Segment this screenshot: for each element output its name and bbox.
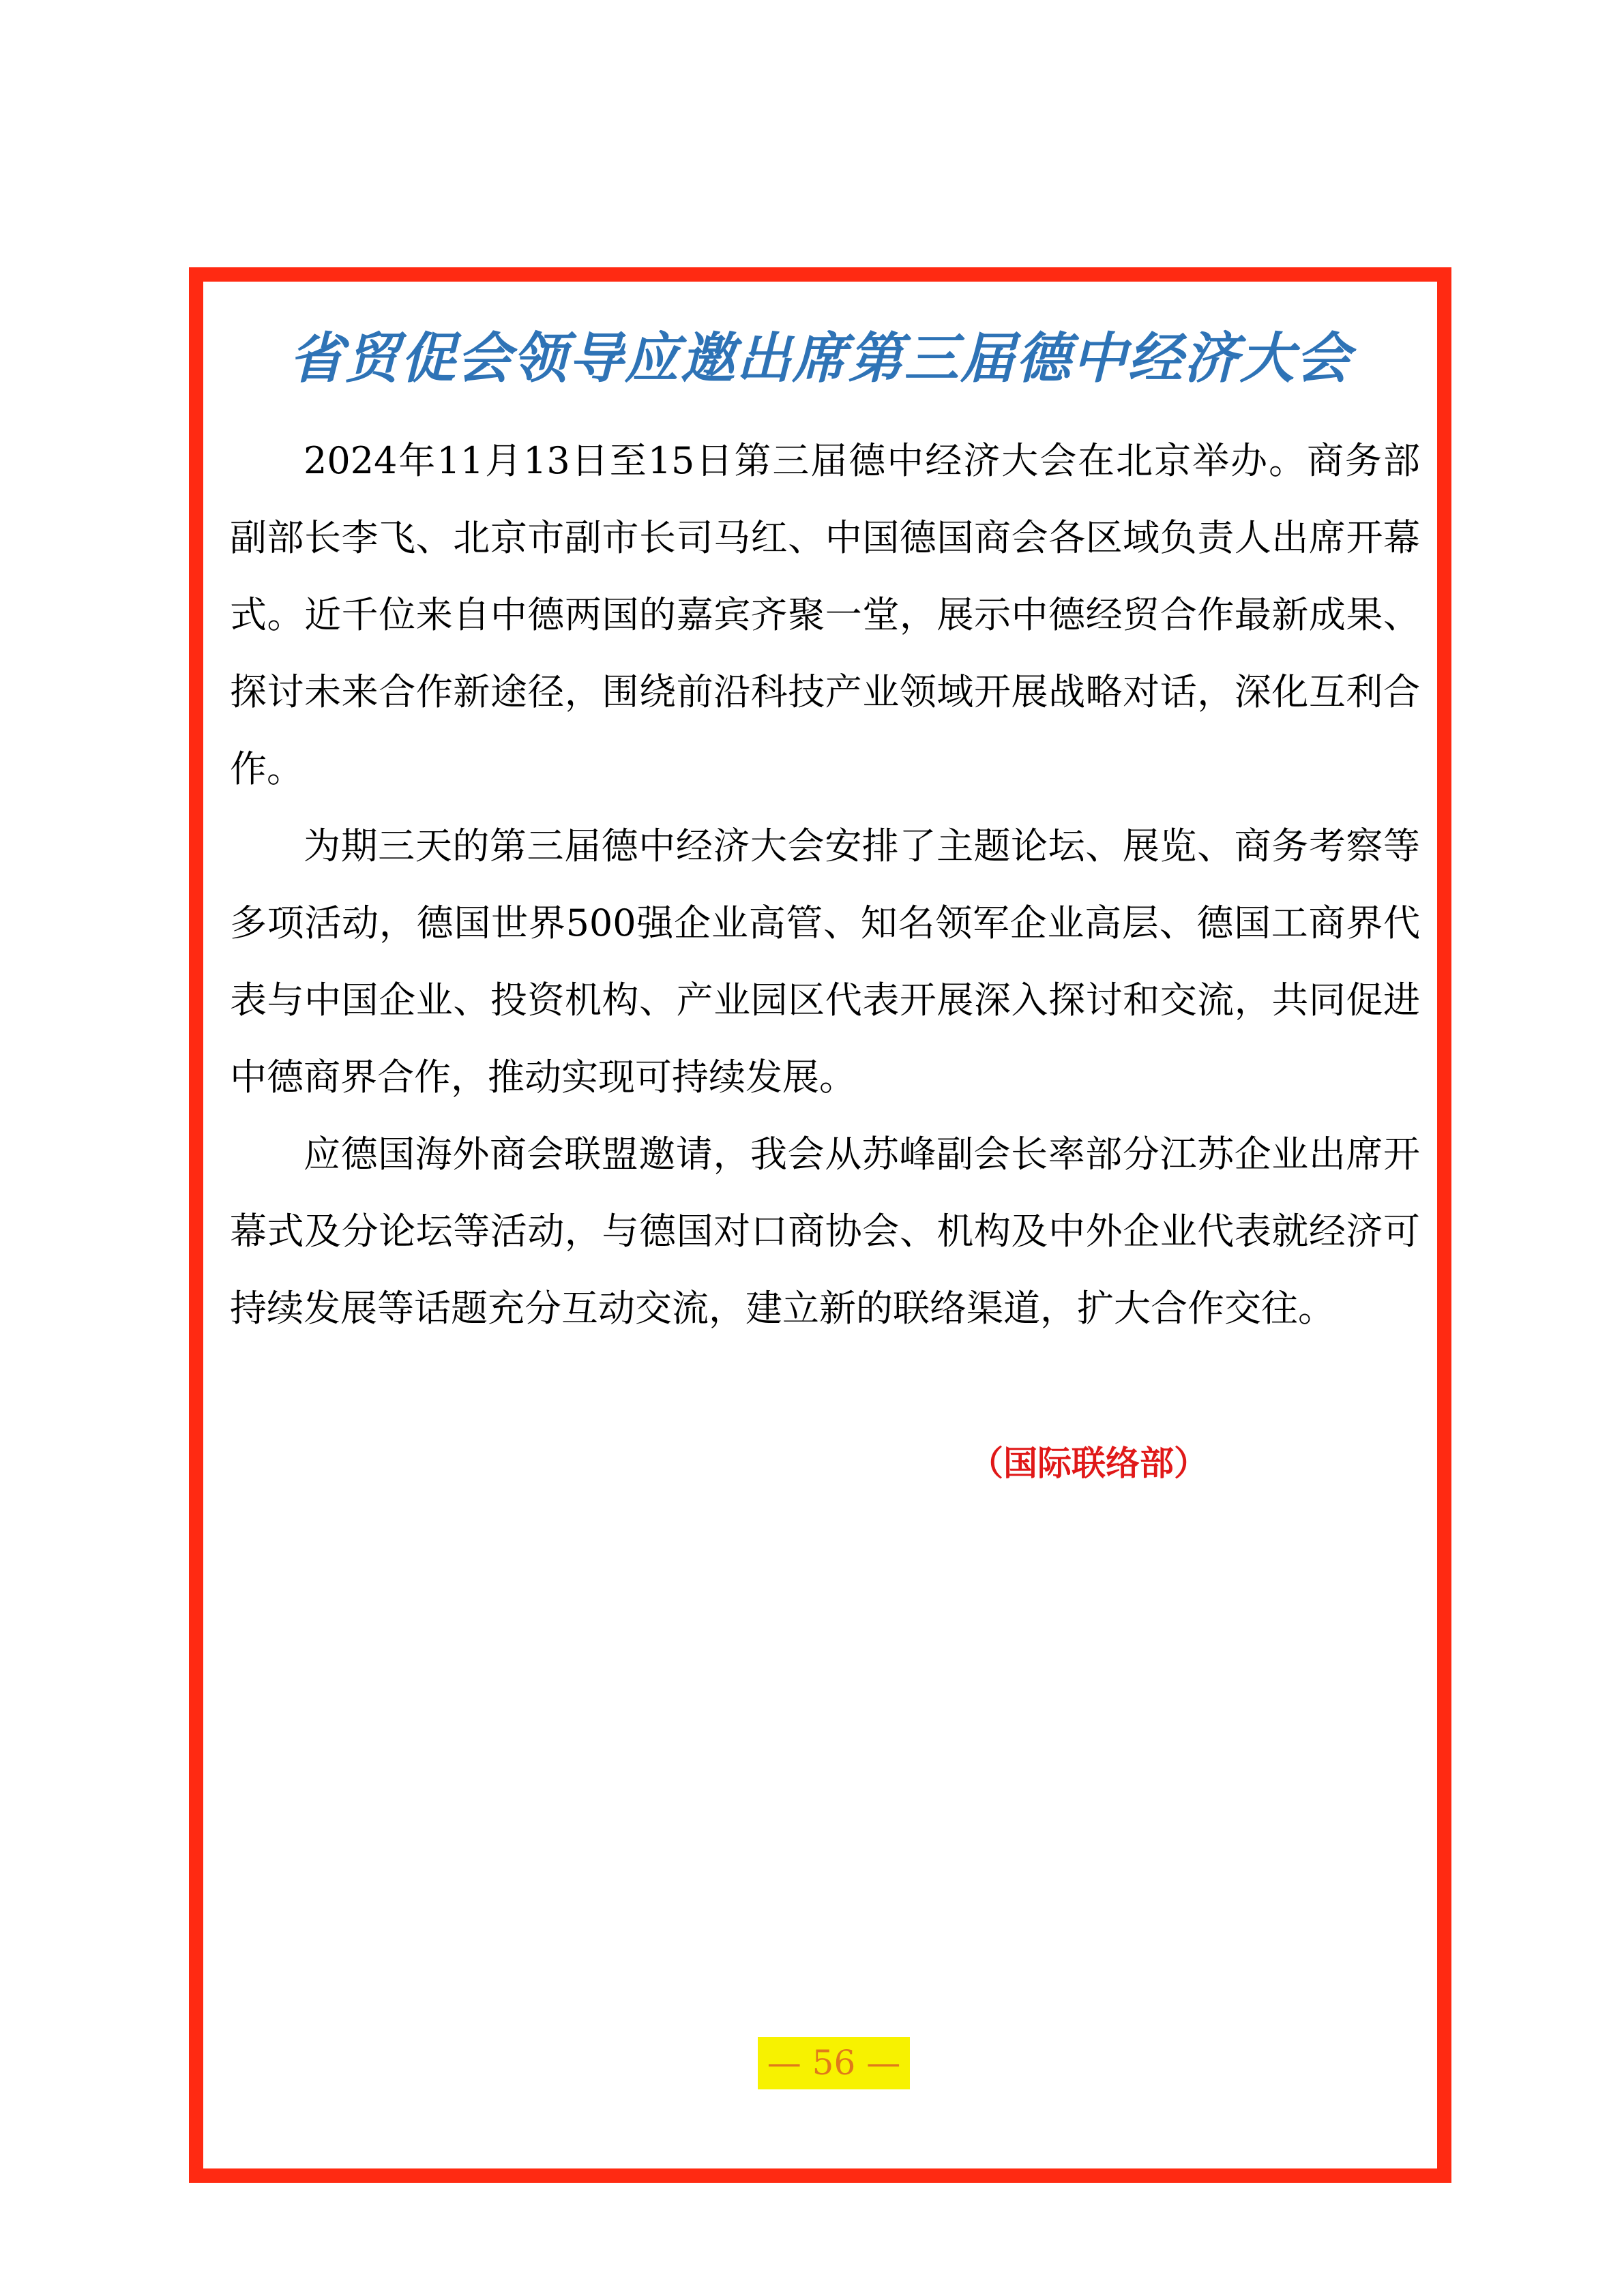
article-body: [230, 422, 1420, 1347]
page-number: — 56 —: [758, 2037, 910, 2089]
department-signature: （国际联络部）: [969, 1444, 1208, 1483]
article-title: 省贸促会领导应邀出席第三届德中经济大会: [289, 327, 1352, 390]
paragraph-3: 应德国海外商会联盟邀请，我会从苏峰副会长率部分江苏企业出席开幕式及分论坛等活动，与德国对口商协会、机构及中外企业代表就经济可持续发展等话题充分互动交流，建立新的联络渠道，扩大合作交往。: [230, 1133, 1420, 1330]
paragraph-1: 2024年11月13日至15日第三届德中经济大会在北京举办。商务部副部长李飞、北京市副市长司马红、中国德国商会各区域负责人出席开幕式。近千位来自中德两国的嘉宾齐聚一堂，展示中德经贸合作最新成果、探讨未来合作新途径，围绕前沿科技产业领域开展战略对话，深化互利合作。: [230, 439, 1420, 790]
paragraph-2: 为期三天的第三届德中经济大会安排了主题论坛、展览、商务考察等多项活动，德国世界500强企业高管、知名领军企业高层、德国工商界代表与中国企业、投资机构、产业园区代表开展深入探讨和交流，共同促进中德商界合作，推动实现可持续发展。: [230, 824, 1420, 1099]
page-frame: [189, 267, 1451, 2183]
